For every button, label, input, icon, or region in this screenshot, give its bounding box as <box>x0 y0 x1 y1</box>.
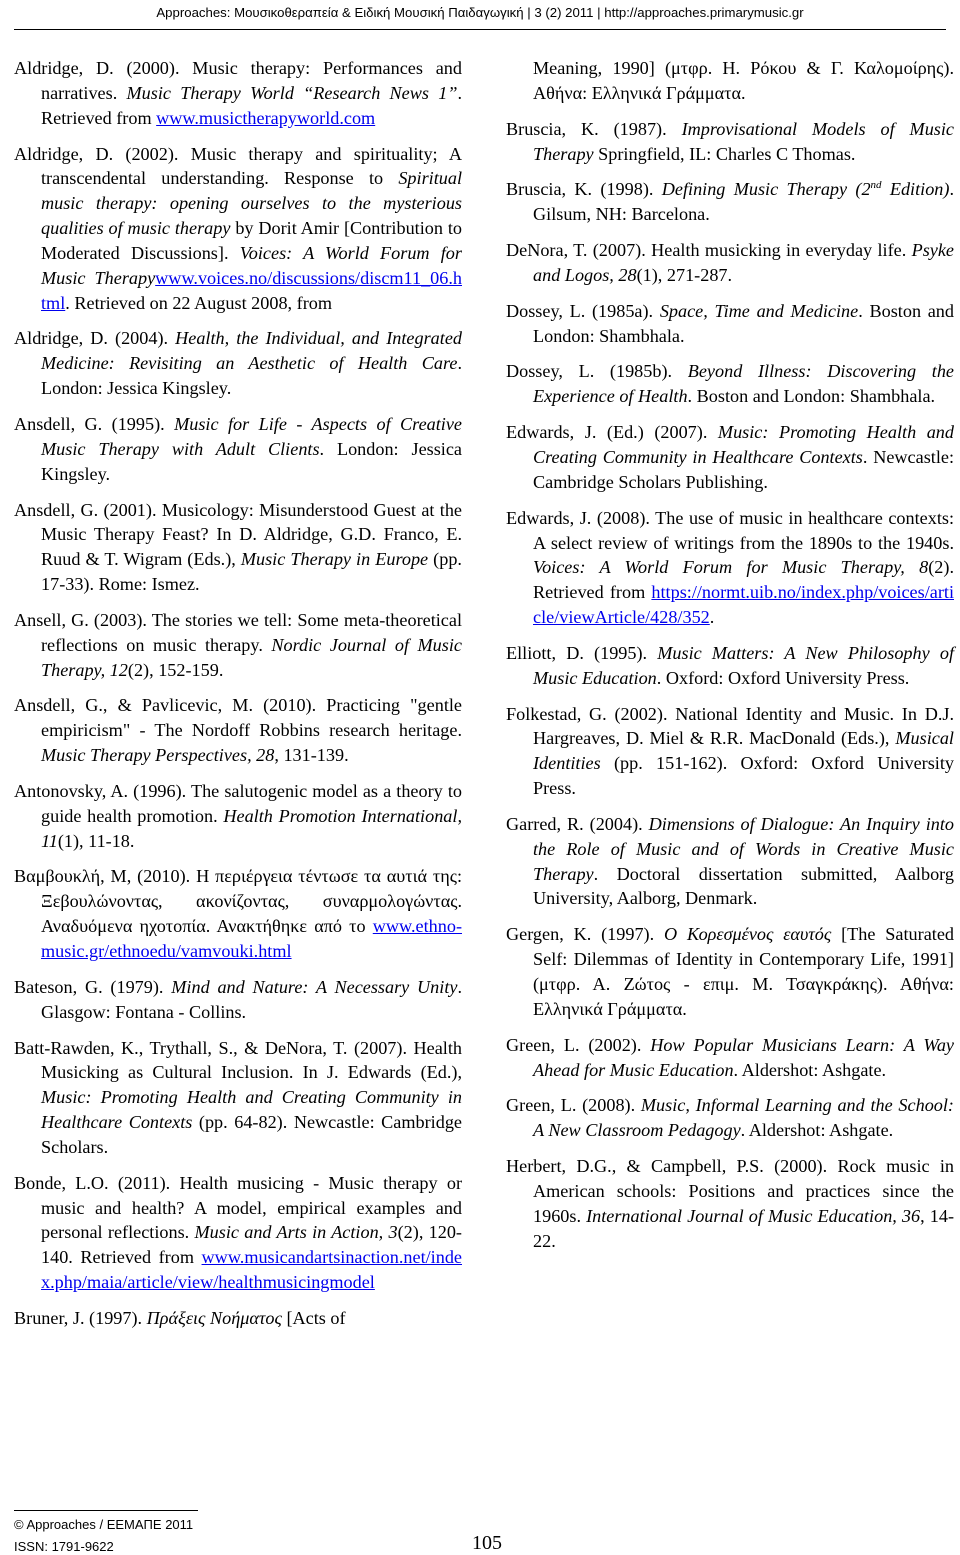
reference-title: Πράξεις Νοήματος <box>146 1307 282 1328</box>
reference-entry <box>506 420 954 495</box>
reference-title: Music Therapy Perspectives, 28 <box>41 745 275 766</box>
reference-title: Spiritual music therapy: opening ourselves to the mysterious qualities of music therapy <box>41 168 462 239</box>
reference-text: Springfield, IL: Charles C Thomas. <box>593 143 856 164</box>
reference-entry <box>14 412 462 487</box>
reference-title: Music for Life - Aspects of Creative Music Therapy with Adult Clients <box>41 413 462 459</box>
reference-entry <box>506 177 954 227</box>
reference-entry <box>506 1093 954 1143</box>
reference-text: (pp. 17-33). Rome: Ismez. <box>41 549 462 595</box>
reference-entry <box>14 56 462 131</box>
reference-text: DeNora, T. (2007). Health musicking in everyday life. <box>506 240 912 261</box>
reference-entry <box>506 56 954 106</box>
reference-text: Bonde, L.O. (2011). Health musicing - Music therapy or music and health? A model, empirical examples and personal reflections. <box>14 1172 462 1243</box>
reference-text: (2). Retrieved from <box>533 557 954 603</box>
reference-text: Dossey, L. (1985a). <box>506 300 660 321</box>
reference-title: Voices: A World Forum for Music Therapy, 8 <box>533 557 929 578</box>
reference-title: Nordic Journal of Music Therapy, 12 <box>41 634 462 680</box>
reference-entry <box>14 142 462 316</box>
reference-text: . Retrieved from <box>41 82 462 128</box>
reference-title: Dimensions of Dialogue: An Inquiry into the Role of Music and of Words in Creative Music Therapy <box>533 813 954 884</box>
reference-text: (pp. 64-82). Newcastle: Cambridge Scholars. <box>41 1112 462 1157</box>
reference-title: Music: Promoting Health and Creating Community in Healthcare Contexts <box>533 422 954 467</box>
header-rule <box>14 29 946 30</box>
reference-text: Aldridge, D. (2004). <box>14 328 176 349</box>
references-left-column <box>14 56 462 1342</box>
reference-entry <box>14 975 462 1025</box>
reference-title: Music Matters: A New Philosophy of Music Education <box>533 642 954 688</box>
reference-title: Mind and Nature: A Necessary Unity <box>171 976 458 997</box>
footer-rule <box>14 1510 198 1511</box>
reference-text: Ansdell, G., & Pavlicevic, M. (2010). Practicing "gentle empiricism" - The Nordoff Robbins research heritage. <box>14 695 462 741</box>
reference-text: Bruner, J. (1997). <box>14 1307 147 1328</box>
reference-title: Musical Identities <box>533 728 954 774</box>
journal-header: Approaches: Μουσικοθεραπεία & Ειδική Μουσική Παιδαγωγική | 3 (2) 2011 | http://approaches.primarymusic.gr <box>156 5 804 20</box>
reference-title: Music, Informal Learning and the School: A New Classroom Pedagogy <box>533 1095 954 1141</box>
reference-title: Improvisational Models of Music Therapy <box>533 118 955 164</box>
reference-text: Bateson, G. (1979). <box>14 976 172 997</box>
reference-text: (1), 11-18. <box>57 830 135 851</box>
reference-text: , 131-139. <box>274 745 349 766</box>
reference-text: Antonovsky, A. (1996). The salutogenic model as a theory to guide health promotion. <box>14 780 462 826</box>
reference-entry <box>506 641 954 691</box>
reference-text: Bruscia, K. (1998). <box>506 179 662 200</box>
reference-entry <box>14 1171 462 1295</box>
reference-title: Music Therapy in Europe <box>240 549 429 570</box>
reference-title: Psyke and Logos, 28 <box>533 240 954 285</box>
reference-entry <box>14 1306 462 1331</box>
reference-entry <box>14 608 462 683</box>
reference-title: International Journal of Music Education, 36 <box>586 1205 921 1226</box>
reference-entry <box>506 812 954 911</box>
reference-superscript: nd <box>870 179 882 192</box>
footer-issn: ISSN: 1791-9622 <box>14 1539 114 1554</box>
reference-text: . Gilsum, NH: Barcelona. <box>533 179 955 225</box>
reference-text: . Doctoral dissertation submitted, Aalborg University, Aalborg, Denmark. <box>533 863 954 909</box>
reference-entry <box>506 117 954 167</box>
reference-title: Defining Music Therapy (2 <box>661 179 871 200</box>
reference-link[interactable]: www.musictherapyworld.com <box>156 107 376 128</box>
reference-entry <box>506 238 954 288</box>
footer-copyright: © Approaches / ΕΕΜΑΠΕ 2011 <box>14 1517 194 1532</box>
reference-entry <box>14 1036 462 1160</box>
reference-entry <box>506 299 954 349</box>
reference-text: Herbert, D.G., & Campbell, P.S. (2000). Rock music in American schools: Positions and practices since the 1960s. <box>506 1156 954 1226</box>
reference-text: Meaning, 1990] (μτφρ. Η. Ρόκου & Γ. Καλομοίρης). Αθήνα: Ελληνικά Γράμματα. <box>533 58 954 103</box>
reference-text: . Boston and London: Shambhala. <box>533 300 954 346</box>
reference-link[interactable]: www.ethno-music.gr/ethnoedu/vamvouki.html <box>41 916 462 961</box>
reference-entry <box>14 498 462 597</box>
reference-title: Ο Κορεσμένος εαυτός <box>664 924 832 945</box>
reference-title: Health, the Individual, and Integrated Medicine: Revisiting an Aesthetic of Health Care <box>41 328 462 374</box>
reference-text: Batt-Rawden, K., Trythall, S., & DeNora, T. (2007). Health Musicking as Cultural Inclusion. In J. Edwards (Ed.), <box>14 1037 462 1083</box>
reference-text: , 14-22. <box>533 1205 954 1251</box>
reference-title <box>871 179 882 199</box>
reference-text: [Acts of <box>281 1307 346 1328</box>
reference-title: Music: Promoting Health and Creating Community in Healthcare Contexts <box>41 1087 462 1133</box>
page-number: 105 <box>472 1532 502 1554</box>
reference-text: . Boston and London: Shambhala. <box>687 386 936 407</box>
reference-text: [The Saturated Self: Dilemmas of Identity in Contemporary Life, 1991] (μτφρ. Α. Ζώτος - επιμ. Μ. Τσαγκράκης). Αθήνα: Ελληνικά Γράμματα. <box>533 924 954 1019</box>
reference-text: . Aldershot: Ashgate. <box>733 1059 887 1080</box>
reference-title: Beyond Illness: Discovering the Experience of Health <box>533 361 954 407</box>
reference-title: How Popular Musicians Learn: A Way Ahead for Music Education <box>533 1034 955 1080</box>
reference-entry <box>506 922 954 1021</box>
reference-text: . London: Jessica Kingsley. <box>41 353 462 399</box>
reference-text: Green, L. (2008). <box>506 1095 641 1116</box>
reference-title: Edition) <box>881 179 950 200</box>
references-right-column <box>506 56 954 1264</box>
reference-text: Elliott, D. (1995). <box>506 642 658 663</box>
reference-title: Health Promotion International, 11 <box>41 805 462 851</box>
reference-text: Ansdell, G. (1995). <box>14 413 175 434</box>
reference-link[interactable]: https://normt.uib.no/index.php/voices/article/viewArticle/428/352 <box>533 582 954 628</box>
reference-title: Voices: A World Forum for Music Therapy <box>41 242 462 288</box>
reference-entry <box>14 864 462 963</box>
reference-text: (pp. 151-162). Oxford: Oxford University Press. <box>533 753 954 799</box>
reference-text: . Newcastle: Cambridge Scholars Publishing. <box>533 446 955 492</box>
reference-text: Dossey, L. (1985b). <box>506 361 688 382</box>
reference-text: (1), 271-287. <box>636 264 733 285</box>
reference-text: . Glasgow: Fontana - Collins. <box>41 976 462 1022</box>
reference-entry <box>506 702 954 801</box>
reference-text: Edwards, J. (2008). The use of music in healthcare contexts: A select review of writings from the 1890s to the 1940s. <box>506 507 954 553</box>
reference-text: Gergen, K. (1997). <box>506 924 664 945</box>
reference-title: Music Therapy World “Research News 1” <box>126 82 458 103</box>
reference-title: Music and Arts in Action, 3 <box>194 1222 398 1243</box>
reference-text: Green, L. (2002). <box>506 1034 651 1055</box>
reference-text: by Dorit Amir [Contribution to Moderated Discussions]. <box>41 218 462 263</box>
reference-link[interactable]: www.musicandartsinaction.net/index.php/maia/article/view/healthmusicingmodel <box>41 1247 462 1293</box>
reference-text: . London: Jessica Kingsley. <box>41 438 462 484</box>
reference-text: (2), 120-140. Retrieved from <box>41 1222 462 1268</box>
reference-text: Garred, R. (2004). <box>506 813 649 834</box>
reference-entry <box>506 359 954 409</box>
reference-text: . <box>709 607 715 628</box>
reference-text: . Retrieved on 22 August 2008, from <box>65 292 332 313</box>
reference-text: . Aldershot: Ashgate. <box>740 1120 894 1141</box>
reference-entry <box>506 1033 954 1083</box>
reference-text: (2), 152-159. <box>127 659 224 680</box>
reference-entry <box>14 326 462 401</box>
reference-text: Edwards, J. (Ed.) (2007). <box>506 422 718 443</box>
reference-text: Ansdell, G. (2001). Musicology: Misunderstood Guest at the Music Therapy Feast? In D. Aldridge, G.D. Franco, E. Ruud & T. Wigram (Eds.), <box>14 499 462 570</box>
reference-title: Space, Time and Medicine <box>659 300 859 321</box>
reference-text: Bruscia, K. (1987). <box>506 118 682 139</box>
reference-text: Ansell, G. (2003). The stories we tell: Some meta-theoretical reflections on music therapy. <box>14 609 462 655</box>
reference-entry <box>14 779 462 854</box>
reference-entry <box>14 693 462 768</box>
reference-text: Aldridge, D. (2002). Music therapy and spirituality; A transcendental understanding. Response to <box>14 143 462 189</box>
reference-entry <box>506 1154 954 1253</box>
reference-text: Βαμβουκλή, Μ, (2010). Η περιέργεια τέντωσε τα αυτιά της: Ξεβουλώνοντας, ακονίζοντας, συναρμολογώντας. Αναδυόμενα ηχοτοπία. Ανακτήθηκε από το <box>14 866 462 937</box>
reference-entry <box>506 506 954 630</box>
reference-text: Folkestad, G. (2002). National Identity and Music. In D.J. Hargreaves, D. Miel & R.R. MacDonald (Eds.), <box>506 703 954 749</box>
reference-text: . Oxford: Oxford University Press. <box>656 667 910 688</box>
reference-text: Aldridge, D. (2000). Music therapy: Performances and narratives. <box>14 58 462 103</box>
reference-link[interactable]: www.voices.no/discussions/discm11_06.html <box>41 267 462 313</box>
